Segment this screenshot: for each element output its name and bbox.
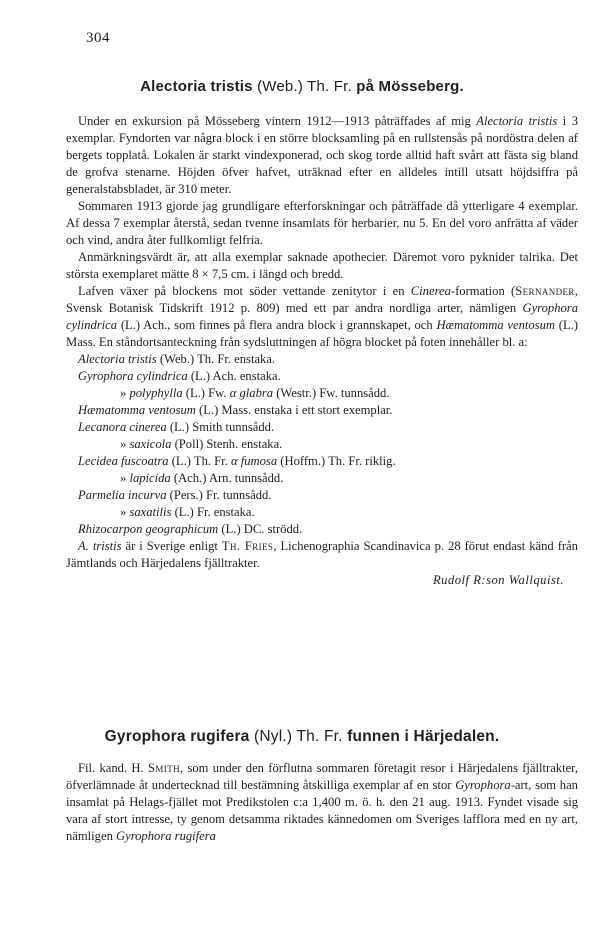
- taxon-name: Gyrophora rugifera: [116, 829, 216, 843]
- page-number: 304: [86, 30, 110, 46]
- text-run: Lafven växer på blockens mot söder vettande zenitytor i en: [78, 284, 411, 298]
- text-run: i 3 exemplar. Fyndorten var några block i en större blocksamling på en rullstensås på nordöstra delen af bergets topplatå. Lokalen är starkt vindexponerad, och skog torde alltid haft svårt att fästa sig bland de grofva stenarne. Höjden öfver hafvet, uträknad efter en alldeles intill utsatt höjdsiffra på generalstabsbladet, är 310 meter.: [66, 114, 579, 196]
- article-1-heading-location: på Mösseberg.: [356, 78, 464, 95]
- taxon-name: Gyrophora: [455, 778, 511, 792]
- text-run: Under en exkursion på Mösseberg vintern 1912—1913 påträffades af mig: [78, 114, 477, 128]
- author-name: Sernander: [515, 284, 575, 298]
- taxon-name: Hæmatomma ventosum: [436, 318, 555, 332]
- taxon-name: Rhizocarpon geographicum: [78, 522, 219, 536]
- species-list-item: [66, 402, 578, 419]
- article-1-heading-authority: (Web.) Th. Fr.: [257, 78, 352, 95]
- article-2-body: [66, 760, 578, 845]
- taxon-name: A. tristis: [78, 539, 122, 553]
- text-run: , Svensk Botanisk Tidskrift 1912 p. 809) med ett par andra nordliga arter, nämligen: [66, 284, 578, 315]
- species-note: (L.) Smith tunnsådd.: [166, 420, 275, 434]
- variety-name: α glabra: [229, 386, 274, 400]
- taxon-name: Lecidea fuscoatra: [78, 454, 169, 468]
- author-name: Smith: [148, 761, 181, 775]
- article-1-paragraph-1: [66, 113, 578, 198]
- species-note: (Poll) Stenh. enstaka.: [171, 437, 283, 451]
- species-note: (L.) Mass. enstaka i ett stort exemplar.: [195, 403, 393, 417]
- species-note: (Web.) Th. Fr. enstaka.: [156, 352, 276, 366]
- text-run: (L.) Ach., som finnes på flera andra block i grannskapet, och: [117, 318, 437, 332]
- species-note: (Hoffm.) Th. Fr. riklig.: [277, 454, 396, 468]
- text-run: Fil. kand. H.: [78, 761, 148, 775]
- species-note: (L.) Fw.: [182, 386, 230, 400]
- author-name: Th. Fries: [221, 539, 274, 553]
- taxon-name: Cinerea: [410, 284, 451, 298]
- ditto-mark: »: [120, 471, 127, 485]
- species-list-item: [66, 453, 578, 470]
- article-1-paragraph-2: Sommaren 1913 gjorde jag grundligare efterforskningar och påträffade då ytterligare 4 exemplar. Af dessa 7 exemplar återstå, sedan tvenne insamlats för herbarier, nu 5. En del voro anfrätta af väder och vind, andra åter fullkomligt felfria.: [66, 199, 578, 247]
- taxon-name: Gyrophora cylindrica: [78, 369, 188, 383]
- article-1-paragraph-3: Anmärkningsvärdt är, att alla exemplar saknade apothecier. Däremot voro pyknider talrika. Det största exemplaret mätte 8 × 7,5 cm. i längd och bredd.: [66, 250, 578, 281]
- taxon-name: Gyrophora cylindrica: [66, 301, 578, 332]
- taxon-name: Alectoria tristis: [476, 114, 558, 128]
- article-1-heading: [0, 78, 604, 95]
- article-1-body: [66, 113, 578, 589]
- ditto-mark: »: [120, 386, 127, 400]
- species-list-item: [66, 504, 578, 521]
- species-list-item: [66, 487, 578, 504]
- taxon-name: lapicida: [129, 471, 171, 485]
- species-note: (L.) DC. strödd.: [218, 522, 303, 536]
- text-run: -formation (: [450, 284, 516, 298]
- species-list-item: [66, 385, 578, 402]
- species-note: (Westr.) Fw. tunnsådd.: [273, 386, 390, 400]
- article-1-paragraph-5: [66, 538, 578, 572]
- taxon-name: saxatilis: [129, 505, 172, 519]
- taxon-name: Alectoria tristis: [78, 352, 157, 366]
- text-run: (L.) Mass. En ståndortsanteckning från sydsluttningen af högra blocket på foten innehåller bl. a:: [66, 318, 578, 349]
- article-2-heading: [0, 728, 604, 746]
- variety-name: α fumosa: [230, 454, 278, 468]
- text-run: , som under den förflutna sommaren företagit resor i Härjedalens fjälltrakter, öfverlämnade åt undertecknad till bestämning åtskilliga exemplar af en stor: [66, 761, 579, 792]
- species-list-item: [66, 436, 578, 453]
- species-list: [66, 351, 578, 538]
- text-run: är i Sverige enligt: [121, 539, 222, 553]
- ditto-mark: »: [120, 437, 127, 451]
- species-list-item: [66, 351, 578, 368]
- text-run: -art, som han insamlat på Helags-fjället mot Predikstolen c:a 1,400 m. ö. h. den 21 aug. 1913. Fyndet visade sig vara af stort intresse, ty genom detsamma riktades kännedomen om Sveriges lafflora med en ny art, nämligen: [66, 778, 578, 843]
- species-note: (Ach.) Arn. tunnsådd.: [170, 471, 284, 485]
- article-1-paragraph-4: [66, 283, 578, 351]
- article-2-heading-taxon: Gyrophora rugifera: [104, 728, 250, 745]
- article-1-signature: Rudolf R:son Wallquist.: [432, 573, 564, 587]
- text-run: , Lichenographia Scandinavica p. 28 förut endast känd från Jämtlands och Härjedalens fjälltrakter.: [66, 539, 578, 570]
- species-list-item: [66, 368, 578, 385]
- species-note: (L.) Th. Fr.: [168, 454, 231, 468]
- article-2-heading-authority: (Nyl.) Th. Fr.: [254, 728, 343, 745]
- article-2-heading-location: funnen i Härjedalen.: [347, 728, 500, 745]
- species-list-item: [66, 521, 578, 538]
- species-note: (L.) Fr. enstaka.: [171, 505, 255, 519]
- taxon-name: polyphylla: [129, 386, 183, 400]
- species-note: (L.) Ach. enstaka.: [187, 369, 281, 383]
- article-1-heading-taxon: Alectoria tristis: [140, 78, 253, 95]
- species-list-item: [66, 470, 578, 487]
- species-list-item: [66, 419, 578, 436]
- taxon-name: saxicola: [129, 437, 172, 451]
- ditto-mark: »: [120, 505, 127, 519]
- species-note: (Pers.) Fr. tunnsådd.: [166, 488, 272, 502]
- taxon-name: Parmelia incurva: [78, 488, 167, 502]
- taxon-name: Lecanora cinerea: [78, 420, 167, 434]
- taxon-name: Hæmatomma ventosum: [78, 403, 196, 417]
- article-2-paragraph-1: [66, 760, 578, 845]
